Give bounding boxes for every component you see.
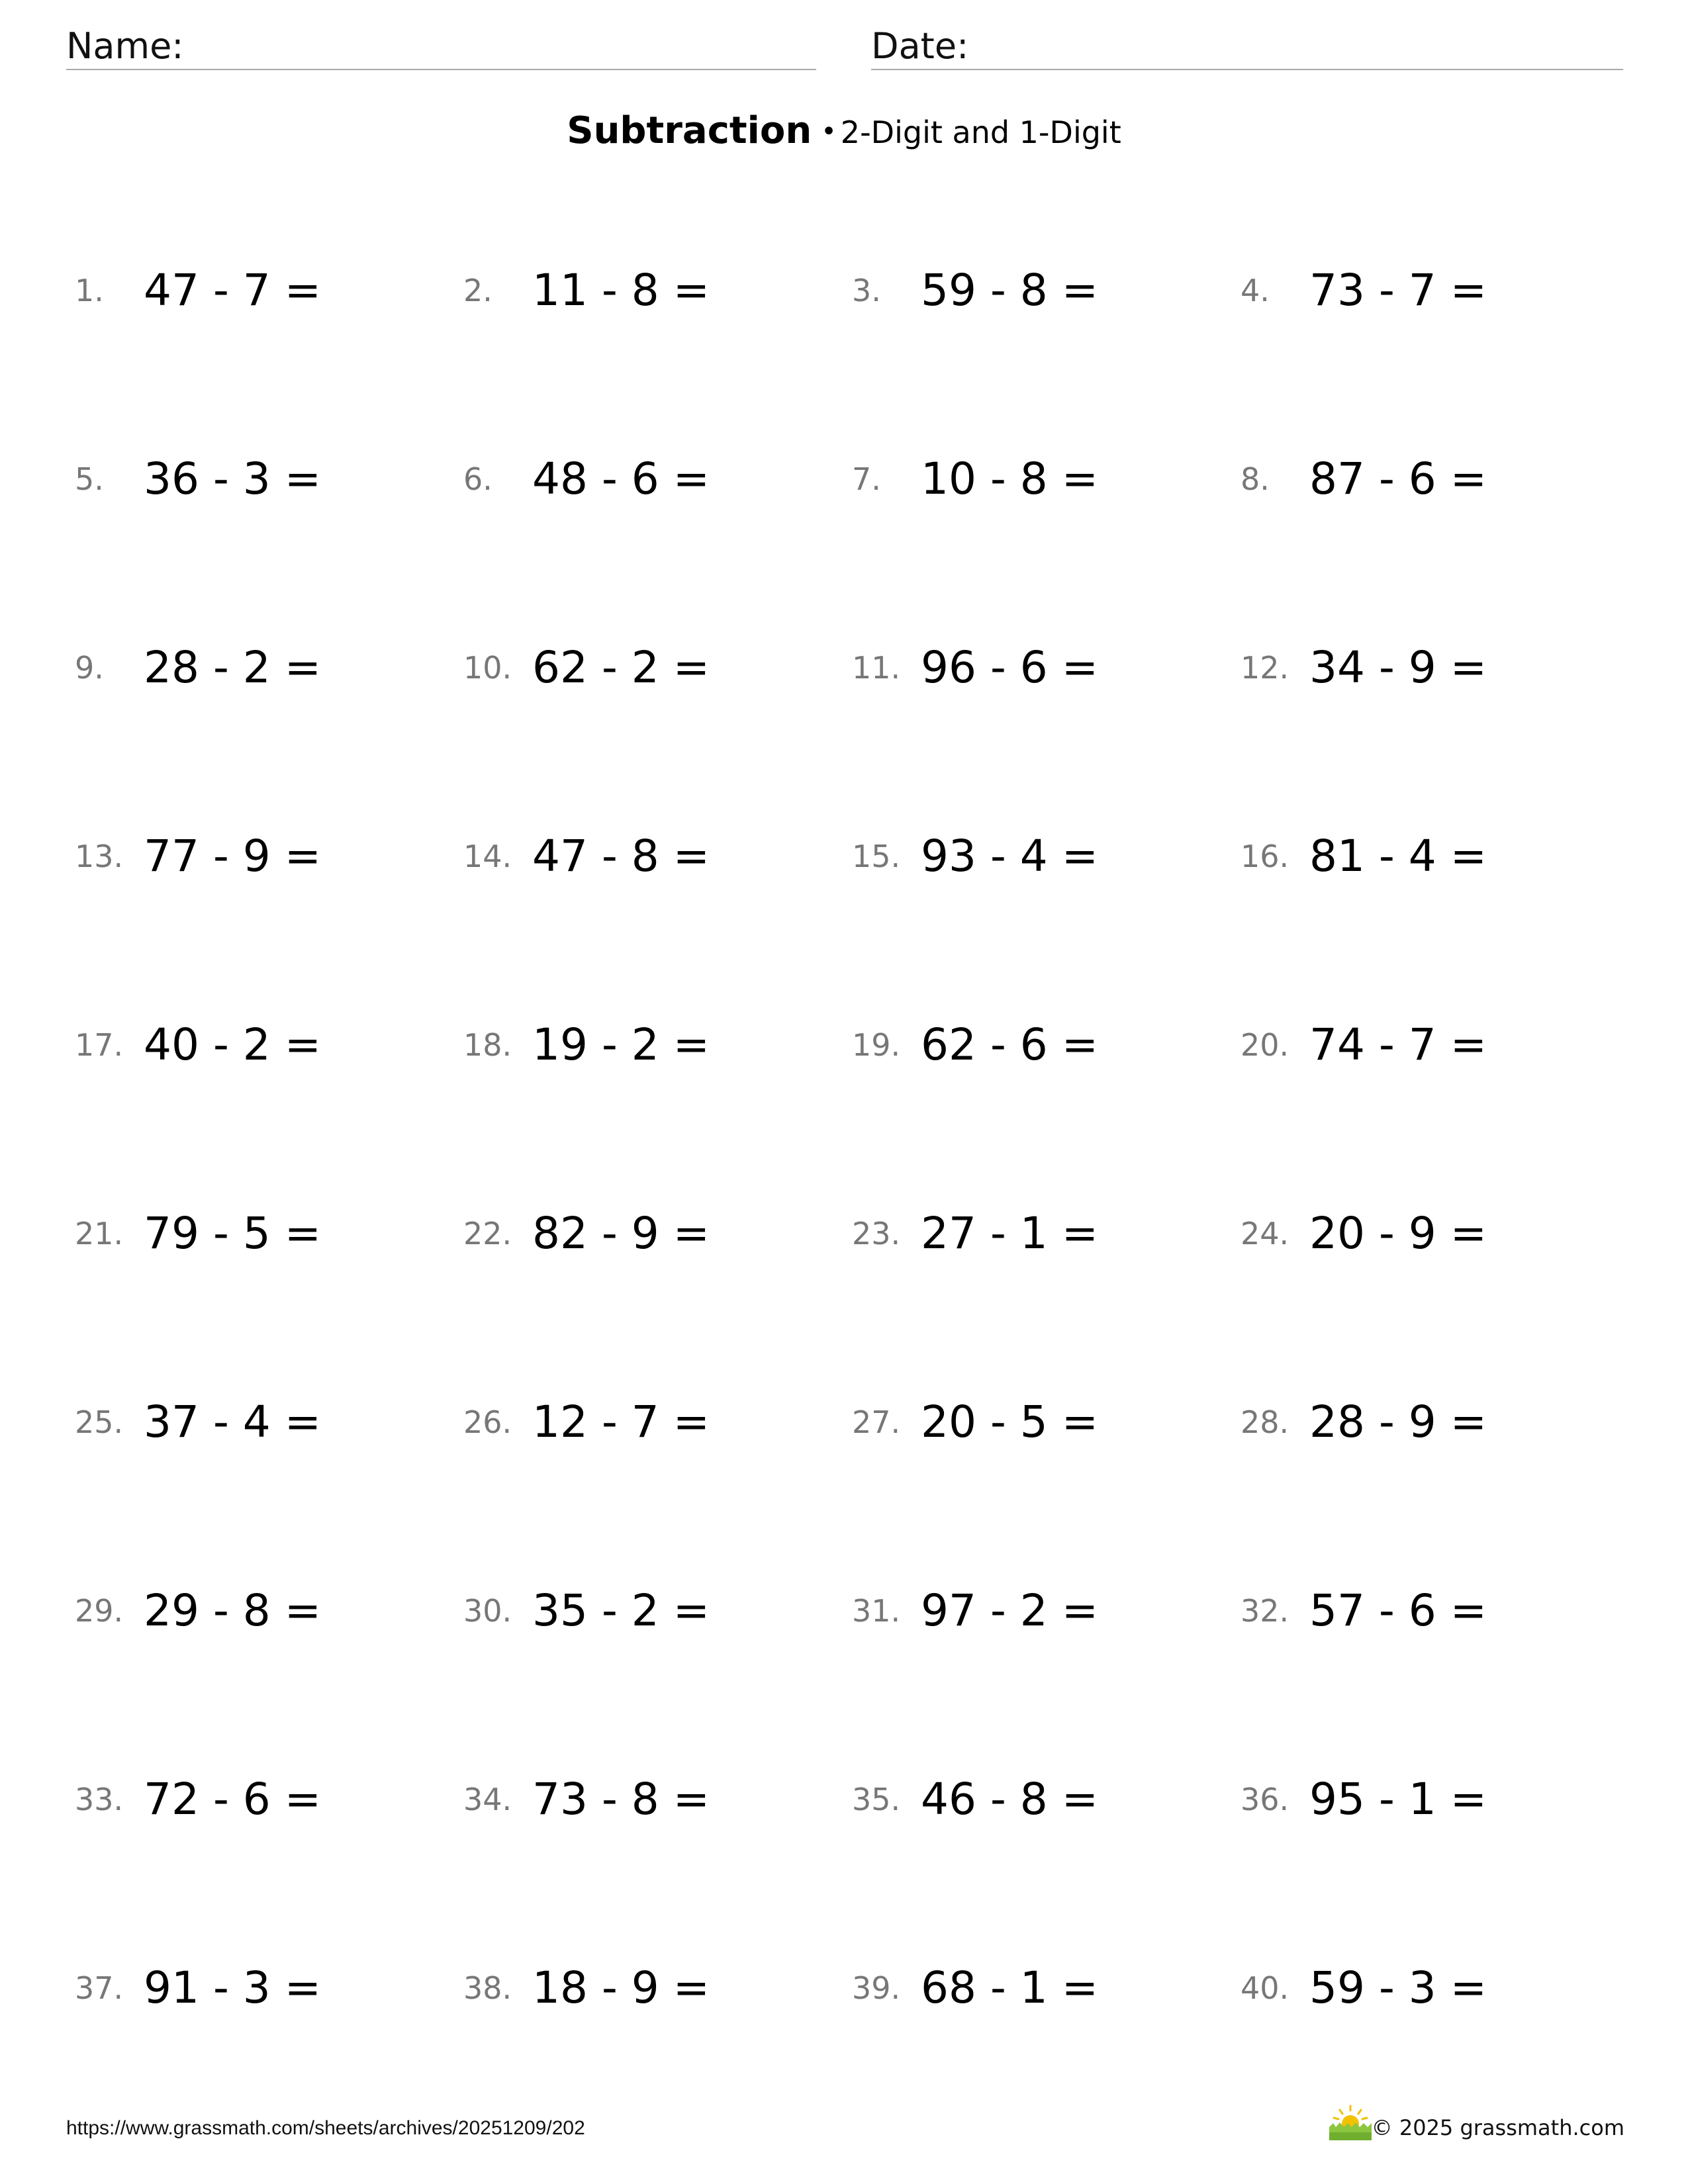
problem-expression: 19 - 2 = [532,1019,710,1070]
problem-number: 4. [1241,273,1270,308]
title-main: Subtraction [567,109,812,152]
name-field[interactable] [66,24,816,70]
problem-number: 15. [852,839,901,874]
problem-number: 13. [75,839,124,874]
problem-number: 25. [75,1404,124,1440]
problem-number: 26. [463,1404,512,1440]
problem-expression: 35 - 2 = [532,1585,710,1636]
problem-number: 33. [75,1782,124,1817]
problem-number: 37. [75,1970,124,2006]
problem-number: 22. [463,1216,512,1251]
problem-number: 23. [852,1216,901,1251]
problem-expression: 20 - 5 = [921,1396,1099,1447]
problem-expression: 57 - 6 = [1309,1585,1487,1636]
problem-expression: 59 - 3 = [1309,1962,1487,2013]
problem-number: 3. [852,273,881,308]
problem-number: 16. [1241,839,1289,874]
problem-expression: 73 - 7 = [1309,265,1487,316]
problem-expression: 82 - 9 = [532,1208,710,1259]
problem-number: 10. [463,650,512,686]
problem-expression: 96 - 6 = [921,642,1099,693]
problem-expression: 68 - 1 = [921,1962,1099,2013]
problem-number: 7. [852,461,881,497]
sun-over-grass-icon [1327,2103,1374,2143]
problem-number: 6. [463,461,492,497]
problem-number: 1. [75,273,104,308]
date-label: Date: [871,25,969,67]
worksheet-title [0,105,1688,166]
problem-expression: 62 - 2 = [532,642,710,693]
problem-expression: 37 - 4 = [144,1396,322,1447]
problem-expression: 10 - 8 = [921,453,1099,504]
problem-expression: 62 - 6 = [921,1019,1099,1070]
problem-expression: 34 - 9 = [1309,642,1487,693]
problem-number: 39. [852,1970,901,2006]
problem-number: 2. [463,273,492,308]
problem-expression: 12 - 7 = [532,1396,710,1447]
problem-expression: 11 - 8 = [532,265,710,316]
problem-number: 31. [852,1593,901,1629]
problem-expression: 18 - 9 = [532,1962,710,2013]
problem-number: 11. [852,650,901,686]
problem-number: 32. [1241,1593,1289,1629]
problem-number: 5. [75,461,104,497]
problem-number: 38. [463,1970,512,2006]
problem-number: 34. [463,1782,512,1817]
problem-expression: 91 - 3 = [144,1962,322,2013]
problem-expression: 77 - 9 = [144,831,322,882]
title-subtitle: 2-Digit and 1-Digit [840,114,1121,150]
date-field[interactable] [871,24,1623,70]
problem-expression: 74 - 7 = [1309,1019,1487,1070]
problem-expression: 28 - 9 = [1309,1396,1487,1447]
problem-number: 40. [1241,1970,1289,2006]
problem-expression: 93 - 4 = [921,831,1099,882]
problem-expression: 20 - 9 = [1309,1208,1487,1259]
problem-number: 36. [1241,1782,1289,1817]
problem-expression: 87 - 6 = [1309,453,1487,504]
problem-number: 8. [1241,461,1270,497]
problem-number: 9. [75,650,104,686]
problem-number: 21. [75,1216,124,1251]
problem-expression: 46 - 8 = [921,1774,1099,1825]
problem-expression: 28 - 2 = [144,642,322,693]
problem-expression: 95 - 1 = [1309,1774,1487,1825]
problem-expression: 27 - 1 = [921,1208,1099,1259]
problem-expression: 73 - 8 = [532,1774,710,1825]
problem-number: 20. [1241,1027,1289,1063]
problem-expression: 47 - 8 = [532,831,710,882]
problem-expression: 47 - 7 = [144,265,322,316]
problem-number: 14. [463,839,512,874]
problem-expression: 36 - 3 = [144,453,322,504]
problem-number: 19. [852,1027,901,1063]
problem-number: 27. [852,1404,901,1440]
title-bullet: • [821,116,837,147]
problem-expression: 72 - 6 = [144,1774,322,1825]
problem-expression: 79 - 5 = [144,1208,322,1259]
problem-number: 35. [852,1782,901,1817]
problem-number: 12. [1241,650,1289,686]
problem-expression: 81 - 4 = [1309,831,1487,882]
problem-number: 24. [1241,1216,1289,1251]
problem-expression: 97 - 2 = [921,1585,1099,1636]
problem-number: 28. [1241,1404,1289,1440]
footer-copyright: © 2025 grassmath.com [1371,2115,1624,2140]
problem-number: 17. [75,1027,124,1063]
problem-expression: 48 - 6 = [532,453,710,504]
problem-number: 29. [75,1593,124,1629]
problem-expression: 29 - 8 = [144,1585,322,1636]
problem-expression: 40 - 2 = [144,1019,322,1070]
problem-expression: 59 - 8 = [921,265,1099,316]
problem-number: 30. [463,1593,512,1629]
footer-url: https://www.grassmath.com/sheets/archives/20251209/202 [66,2117,585,2139]
problem-number: 18. [463,1027,512,1063]
name-label: Name: [66,25,184,67]
